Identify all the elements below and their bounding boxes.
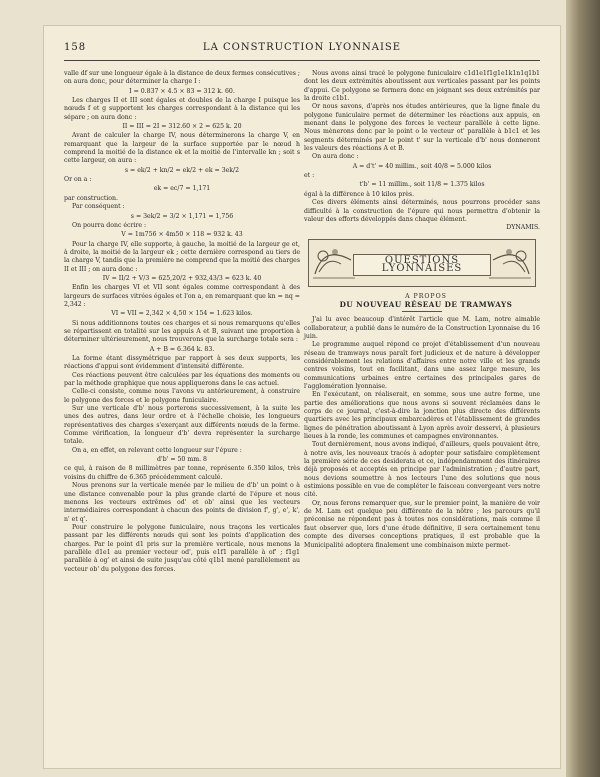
- equation: d'b' = 50 mm. 8: [157, 456, 207, 464]
- paragraph: Ces réactions peuvent être calculées par les équations des moments ou par la méthode graphique que nous appliquerons dans le cas actuel.: [64, 371, 300, 388]
- article-headline: DU NOUVEAU RÉSEAU DE TRAMWAYS: [339, 299, 513, 309]
- paragraph: Par conséquent :: [72, 203, 125, 211]
- paragraph: Nous prenons sur la verticale menée par le milieu de d'b' un point o à une distance convenable pour la plus grande clarté de l'épure et nous menons les vecteurs extrêmes od' et ob' ainsi que les vecteurs intermédiaires correspondant à chacun des points de division f', g', e', k', n' et q'.: [64, 482, 300, 523]
- paragraph: J'ai lu avec beaucoup d'intérêt l'article que M. Lam, notre aimable collaborateur, a publié dans le numéro de la Construction Lyonnaise du 16 juin.: [304, 316, 540, 340]
- divider: [402, 311, 442, 312]
- paragraph: et :: [304, 172, 315, 180]
- subheading: A PROPOS: [405, 292, 447, 300]
- section-banner: [308, 239, 536, 287]
- equation-s: s = ek/2 + kn/2 = ek/2 + ek = 3ek/2: [124, 166, 240, 174]
- floral-ornament-icon: [311, 244, 357, 280]
- section-title: QUESTIONS LYONNAISES: [353, 254, 491, 277]
- equation: I = 0.837 × 4.5 × 83 = 312 k. 60.: [129, 87, 235, 95]
- paragraph: On a, en effet, en relevant cette longueur sur l'épure :: [72, 446, 242, 454]
- equation: V = 1m756 × 4m50 × 118 = 932 k. 43: [121, 231, 243, 239]
- paragraph: ce qui, à raison de 8 millimètres par tonne, représente 6.350 kilos, très voisins du chiffre de 6.365 précédemment calculé.: [64, 465, 300, 481]
- paragraph: En l'exécutant, on réaliserait, en somme, sous une autre forme, une partie des améliorations que nous avons si souvent réclamées dans le corps de ce journal, c'est-à-dire la jonction plus directe des différents quartiers avec les principaux embarcadères et l'établissement de grandes lignes de pénétration aboutissant à Lyon après avoir desservi, à plusieurs lieues à la ronde, les communes et campagnes environnantes.: [304, 391, 540, 441]
- paragraph: Les charges II et III sont égales et doubles de la charge I puisque les nœuds f et g supportent les charges correspondant à la distance qui les sépare ; on aura donc :: [64, 97, 300, 121]
- paragraph: Sur une verticale d'b' nous porterons successivement, à la suite les unes des autres, dans leur ordre et à l'échelle choisie, les longueurs représentatives des charges s'exerçant aux différents nœuds de la ferme. Comme vérification, la longueur d'b' devra représenter la surcharge totale.: [64, 405, 300, 446]
- paragraph: La forme étant dissymétrique par rapport à ses deux supports, les réactions d'appui sont évidemment d'intensité différente.: [64, 355, 300, 371]
- paragraph: On pourra donc écrire :: [72, 221, 147, 229]
- paragraph: Or nous savons, d'après nos études antérieures, que la ligne finale du polygone funiculaire permet de déterminer les réactions aux appuis, en menant dans le polygone des forces le vecteur parallèle à cette ligne. Nous mènerons donc par le point o le vecteur ot' parallèle à b1c1 et les segments déterminés par le point t' sur la verticale d'b' nous donneront les valeurs des réactions A et B.: [304, 103, 540, 153]
- paragraph: par construction.: [64, 194, 118, 202]
- paragraph: Pour la charge IV, elle supporte, à gauche, la moitié de la largeur ge et, à droite, la moitié de la largeur ek ; cette dernière correspond au tiers de la charge V, tandis que la première ne comprend que la moitié des charges II et III ; on aura donc :: [64, 240, 300, 273]
- paragraph: Or on a :: [64, 176, 92, 184]
- equation-a: A = d't' = 40 millim., soit 40/8 = 5.000 kilos: [352, 162, 492, 170]
- signature: DYNAMIS.: [506, 224, 540, 232]
- header-rule: [64, 60, 540, 61]
- paragraph: Si nous additionnons toutes ces charges et si nous remarquons qu'elles se répartissent en totalité sur les appuis A et B, suivant une proportion à déterminer ultérieurement, nous trouverons que la surcharge totale sera :: [64, 319, 300, 344]
- page-number: 158: [64, 42, 87, 53]
- equation-s-value: s = 3ek/2 = 3/2 × 1,171 = 1,756: [130, 212, 234, 220]
- paragraph: égal à la différence à 10 kilos près.: [304, 190, 415, 198]
- paragraph: Enfin les charges VI et VII sont égales comme correspondant à des largeurs de surfaces vitrées égales et l'on a, en remarquant que kn = nq = 2,342 :: [64, 284, 300, 308]
- paragraph: Nous avons ainsi tracé le polygone funiculaire c1d1e1f1g1e1k1n1q1b1 dont les deux extrémités aboutissent aux verticales passant par les points d'appui. Ce polygone se fermera donc en joignant ses deux extrémités par la droite c1b1.: [304, 70, 540, 103]
- paragraph: Or, nous ferons remarquer que, sur le premier point, la manière de voir de M. Lam est quelque peu différente de la nôtre ; les parcours qu'il préconise ne répondent pas à toutes nos considérations, mais comme il faut observer que, lors d'une étude définitive, il sera certainement tenu compte des diverses conceptions pratiques, il est probable que la Municipalité adoptera finalement une combinaison mixte permet-: [304, 499, 540, 549]
- paragraph: Avant de calculer la charge IV, nous déterminerons la charge V, en remarquant que la largeur de la surface supportée par le nœud h comprend la moitié de la distance ek et la moitié de l'intervalle kn ; soit s cette largeur, on aura :: [64, 132, 300, 165]
- journal-title: LA CONSTRUCTION LYONNAISE: [202, 42, 402, 53]
- equation-iv: IV = II/2 + V/3 = 625,20/2 + 932,43/3 = 623 k. 40: [102, 274, 262, 282]
- left-column: [64, 70, 300, 574]
- paragraph: Le programme auquel répond ce projet d'établissement d'un nouveau réseau de tramways nous paraît fort judicieux et de nature à développer considérablement les relations d'affaires entre notre ville et les grands centres voisins, tout en facilitant, dans une assez large mesure, les communications urbaines entre certaines des principales gares de l'agglomération lyonnaise.: [304, 341, 540, 390]
- floral-ornament-icon: [487, 244, 533, 280]
- paragraph: Celle-ci consiste, comme nous l'avons vu antérieurement, à construire le polygone des forces et le polygone funiculaire.: [64, 388, 300, 404]
- paragraph: Pour construire le polygone funiculaire, nous traçons les verticales passant par les différents nœuds qui sont les points d'application des charges. Par le point d1 pris sur la première verticale, nous menons la parallèle d1e1 au premier vecteur od', puis e1f1 parallèle à of' ; f1g1 parallèle à og' et ainsi de suite jusqu'au côté q1b1 mené parallèlement au vecteur ob' du polygone des forces.: [64, 523, 300, 573]
- paragraph: Ces divers éléments ainsi déterminés, nous pourrons procéder sans difficulté à la construction de l'épure qui nous permettra d'obtenir la valeur des efforts développés dans chaque élément.: [304, 199, 540, 223]
- equation: II = III = 2I = 312.60 × 2 = 625 k. 20: [122, 123, 242, 131]
- page-header: [64, 42, 540, 58]
- equation: A + B = 6.364 k. 83.: [149, 345, 215, 353]
- book-spine: [566, 0, 600, 777]
- paragraph: On aura donc :: [312, 153, 359, 161]
- paragraph: valle df sur une longueur égale à la distance de deux fermes consécutives ; on aura donc, pour déterminer la charge I :: [64, 70, 301, 86]
- paragraph: Tout dernièrement, nous avons indiqué, d'ailleurs, quels pouvaient être, à notre avis, les nouveaux tracés à adopter pour satisfaire complètement la première série de ces desiderata et ce, indépendamment des itinéraires déjà proposés et acceptés en principe par l'administration ; d'autre part, nous devions soumettre à nos lecteurs l'une des solutions que nous estimions possible en vue de compléter le faisceau convergeant vers notre cité.: [304, 441, 540, 499]
- page: [44, 26, 560, 768]
- right-column: [304, 70, 540, 550]
- equation-b: t'b' = 11 millim., soit 11/8 = 1.375 kilos: [359, 181, 485, 189]
- equation-ek: ek = ec/7 = 1,171: [153, 185, 211, 193]
- equation: VI = VII = 2,342 × 4,50 × 154 = 1.623 kilos.: [111, 310, 253, 318]
